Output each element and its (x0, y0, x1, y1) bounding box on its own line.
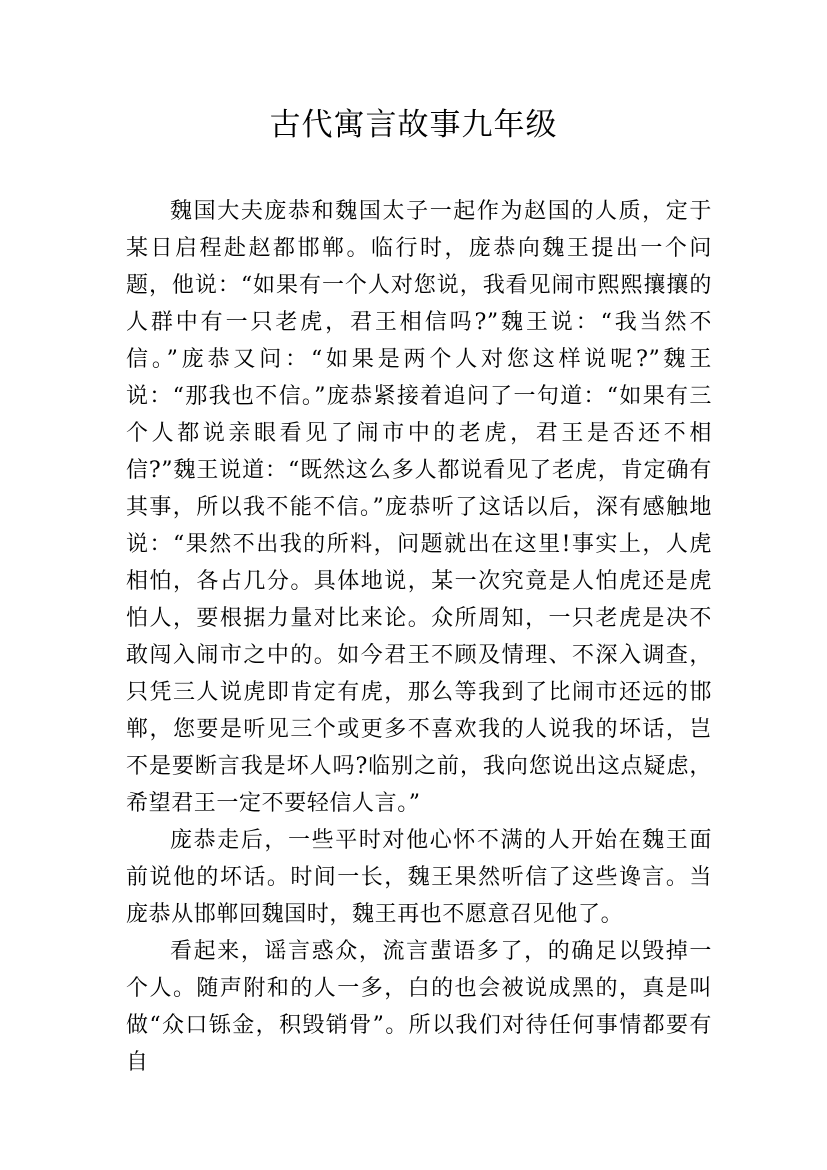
paragraph: 看起来，谣言惑众，流言蜚语多了，的确足以毁掉一个人。随声附和的人一多，白的也会被说成黑的，真是叫做“众口铄金，积毁销骨”。所以我们对待任何事情都要有自 (126, 939, 712, 1075)
paragraph: 庞恭走后，一些平时对他心怀不满的人开始在魏王面前说他的坏话。时间一长，魏王果然听信了这些谗言。当庞恭从邯郸回魏国时，魏王再也不愿意召见他了。 (126, 828, 712, 927)
paragraph: 魏国大夫庞恭和魏国太子一起作为赵国的人质，定于某日启程赴赵都邯郸。临行时，庞恭向魏王提出一个问题，他说：“如果有一个人对您说，我看见闹市熙熙攘攘的人群中有一只老虎，君王相信吗?”魏王说：“我当然不信。”庞恭又问：“如果是两个人对您这样说呢?”魏王说：“那我也不信。”庞恭紧接着追问了一句道：“如果有三个人都说亲眼看见了闹市中的老虎，君王是否还不相信?”魏王说道：“既然这么多人都说看见了老虎，肯定确有其事，所以我不能不信。”庞恭听了这话以后，深有感触地说：“果然不出我的所料，问题就出在这里!事实上，人虎相怕，各占几分。具体地说，某一次究竟是人怕虎还是虎怕人，要根据力量对比来论。众所周知，一只老虎是决不敢闯入闹市之中的。如今君王不顾及情理、不深入调查，只凭三人说虎即肯定有虎，那么等我到了比闹市还远的邯郸，您要是听见三个或更多不喜欢我的人说我的坏话，岂不是要断言我是坏人吗?临别之前，我向您说出这点疑虑，希望君王一定不要轻信人言。” (126, 199, 712, 816)
document-body (126, 193, 712, 1081)
document-title: 古代寓言故事九年级 (269, 107, 558, 143)
